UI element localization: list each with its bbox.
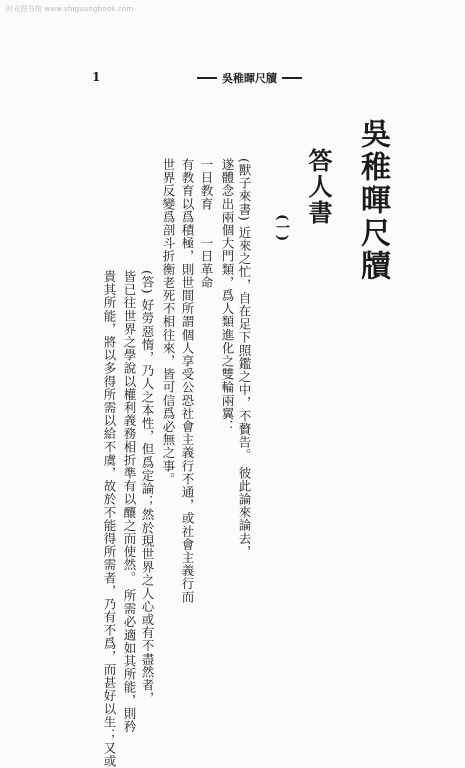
- part-number: (一): [274, 214, 290, 242]
- text-column: (答) 好勞惡惰，乃人之本性，但爲定論；然於現世界之人心或有不盡然者，: [140, 270, 155, 705]
- header-rule-right: [282, 77, 302, 79]
- letter-title: 答人書: [304, 148, 333, 226]
- book-title: 吳稚暉尺牘: [355, 118, 390, 283]
- text-column: 遂體念出兩個大門類，爲人類進化之雙輪兩翼：: [220, 158, 235, 434]
- watermark: 时光图书馆 www.shiguangbook.com: [6, 5, 134, 13]
- header-rule-left: [197, 77, 217, 79]
- text-column: 皆已往世界之學說以權利義務相折準有以釀之而使然。 所需必適如其所能，則矜: [122, 270, 137, 734]
- text-column: 一日教育 一日革命: [199, 158, 214, 289]
- page-number: 1: [92, 70, 101, 84]
- text-column: (獸子來書) 近來之忙，自在足下照鑑之中，不贅告。 彼此論來論去，: [237, 158, 252, 558]
- running-head: [192, 70, 307, 86]
- text-column: 貴其所能，將以多得所需以給不虞，故於不能得所需者，乃有不爲，而甚好以生；又或: [102, 270, 117, 768]
- text-column: 世界反變爲剖斗折衡老死不相往來，皆可信爲必無之事。: [161, 158, 176, 486]
- text-column: 有教育以爲積極，則世間所謂個人享受公恐社會主義行不通，或社會主義行而: [180, 158, 195, 604]
- running-title: 吳稚暉尺牘: [222, 72, 277, 85]
